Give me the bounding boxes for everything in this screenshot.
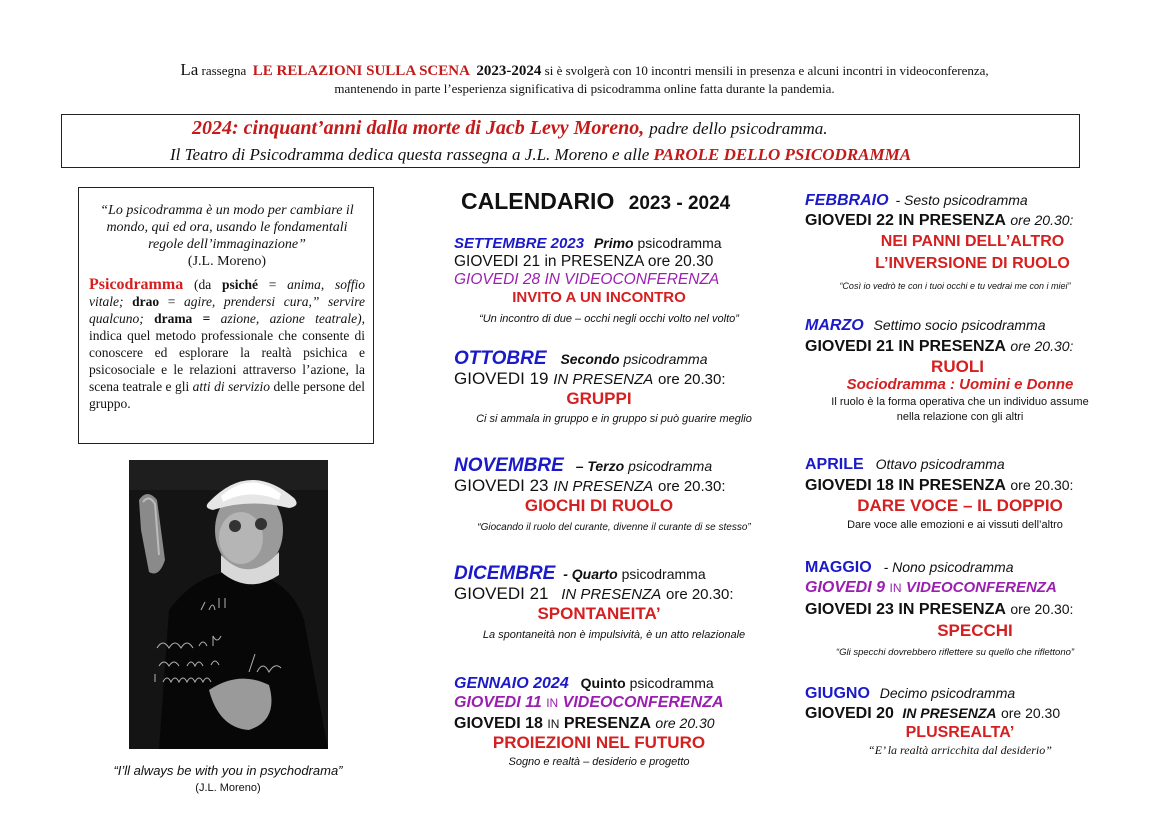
definition-drama: drama = — [154, 311, 211, 326]
date-presenza: IN PRESENZA — [561, 586, 662, 603]
moreno-quote-author: (J.L. Moreno) — [187, 254, 267, 269]
banner-line2-red: PAROLE DELLO PSICODRAMMA — [653, 145, 912, 164]
event-note: “Un incontro di due – occhi negli occhi volto nel volto” — [479, 313, 739, 325]
moreno-photo-image — [129, 460, 328, 749]
month-name: MAGGIO — [805, 559, 872, 576]
month-ordinal: Settimo socio psicodramma — [873, 317, 1046, 333]
photo-caption-author: (J.L. Moreno) — [195, 782, 261, 794]
banner-line2-rest: Il Teatro di Psicodramma dedica questa rassegna a J.L. Moreno e alle — [170, 145, 650, 164]
month-kind: psicodramma — [623, 351, 708, 367]
definition-part: indica quel metodo professionale che consente di conoscere ed esplorare la realtà psichica e psicosociale e le relazioni attraverso l’azione, la scena teatrale e gli — [89, 328, 365, 394]
event-title: INVITO A UN INCONTRO — [512, 289, 686, 306]
date-ore: ore 20.30: — [1010, 477, 1074, 493]
date-giovedi: GIOVEDI 18 — [454, 715, 543, 732]
date-giovedi: GIOVEDI 20 — [805, 705, 894, 722]
video-label: VIDEOCONFERENZA — [905, 579, 1057, 596]
date-ore: ore 20.30: — [1010, 338, 1074, 354]
psicodramma-definition — [89, 276, 365, 412]
event-note: Sogno e realtà – desiderio e progetto — [508, 756, 690, 768]
video-giovedi: GIOVEDI 11 — [454, 694, 542, 711]
month-ordinal: - Quarto — [563, 566, 618, 582]
date-giovedi: GIOVEDI 23 — [454, 476, 549, 495]
date-giovedi: GIOVEDI 18 IN PRESENZA — [805, 477, 1006, 494]
month-marzo — [805, 316, 1125, 425]
event-title: PLUSREALTA’ — [905, 724, 1015, 741]
month-ordinal: Primo — [593, 235, 634, 251]
month-name: FEBBRAIO — [805, 192, 889, 209]
event-subtitle: Sociodramma : Uomini e Donne — [846, 376, 1074, 393]
video-in: IN — [889, 581, 902, 595]
definition-part: = — [268, 277, 277, 292]
date-presenza: PRESENZA — [563, 715, 651, 732]
date-ore: ore 20.30 — [655, 715, 715, 731]
month-kind: psicodramma — [628, 458, 713, 474]
event-title: RUOLI — [931, 357, 984, 376]
event-note: “E’ la realtà arricchita dal desiderio” — [868, 743, 1052, 757]
definition-anima: anima, soffio vitale; — [89, 277, 366, 309]
month-ordinal: - Sesto psicodramma — [895, 192, 1028, 208]
month-ordinal: Secondo — [560, 351, 620, 367]
intro-years: 2023-2024 — [476, 63, 542, 79]
month-kind: psicodramma — [621, 566, 706, 582]
month-ottobre — [454, 350, 774, 428]
event-title: PROIEZIONI NEL FUTURO — [492, 733, 706, 752]
month-dicembre — [454, 565, 774, 644]
event-title: GRUPPI — [566, 389, 632, 408]
definition-part: delle persone del gruppo. — [89, 379, 366, 411]
month-name: MARZO — [805, 317, 864, 334]
event-note: Dare voce alle emozioni e ai vissuti dell’altro — [847, 519, 1063, 531]
month-name: SETTEMBRE 2023 — [454, 235, 585, 252]
video-giovedi: GIOVEDI 9 — [805, 579, 886, 596]
month-name: GIUGNO — [805, 685, 870, 702]
month-ordinal: – Terzo — [575, 458, 625, 474]
banner-line1-rest: padre dello psicodramma. — [649, 119, 828, 138]
definition-term: Psicodramma — [89, 276, 184, 293]
dedication-banner — [61, 114, 1080, 168]
moreno-photo — [129, 460, 328, 749]
intro-rassegna: rassegna — [201, 63, 247, 78]
definition-agire: agire, prendersi cura,” servire qualcuno; — [89, 294, 365, 326]
date-in: IN — [547, 717, 560, 731]
intro-rest1: si è svolgerà con 10 incontri mensili in presenza e alcuni incontri in videoconferenza, — [544, 63, 989, 78]
month-aprile — [805, 455, 1125, 534]
month-name: GENNAIO 2024 — [454, 675, 569, 692]
video-in: IN — [546, 696, 559, 710]
month-name: APRILE — [805, 456, 864, 473]
event-note: La spontaneità non è impulsività, è un atto relazionale — [482, 629, 746, 641]
date-ore: ore 20.30: — [1010, 601, 1074, 617]
definition-part: (da — [193, 277, 212, 292]
event-note-1: Il ruolo è la forma operativa che un individuo assume — [831, 396, 1089, 408]
calendar-heading — [461, 188, 730, 215]
photo-caption: “I’ll always be with you in psychodrama” — [113, 763, 343, 778]
video-label: VIDEOCONFERENZA — [562, 694, 724, 711]
month-kind: psicodramma — [637, 235, 722, 251]
date-presenza: IN PRESENZA — [553, 371, 654, 388]
month-maggio — [805, 558, 1135, 662]
event-title: SPECCHI — [937, 621, 1013, 640]
intro-text — [0, 61, 1169, 97]
date-line: GIOVEDI 21 in PRESENZA ore 20.30 — [454, 253, 714, 270]
date-giovedi: GIOVEDI 21 — [454, 584, 549, 603]
month-ordinal: Quinto — [580, 675, 626, 691]
calendar-title: CALENDARIO — [461, 188, 615, 214]
date-presenza: IN PRESENZA — [553, 478, 654, 495]
intro-highlight: LE RELAZIONI SULLA SCENA — [252, 63, 470, 79]
date-line-video: GIOVEDI 28 IN VIDEOCONFERENZA — [454, 271, 720, 288]
event-note: “Gli specchi dovrebbero riflettere su quello che riflettono” — [835, 647, 1075, 658]
month-name: OTTOBRE — [454, 348, 547, 369]
definition-psiche: psiché — [221, 277, 258, 292]
date-ore: ore 20.30: — [665, 586, 734, 603]
date-giovedi: GIOVEDI 21 IN PRESENZA — [805, 338, 1006, 355]
date-giovedi: GIOVEDI 23 IN PRESENZA — [805, 601, 1006, 618]
definition-drao: drao — [132, 294, 160, 309]
date-giovedi: GIOVEDI 22 IN PRESENZA — [805, 212, 1006, 229]
date-ore: ore 20.30: — [1010, 212, 1074, 228]
intro-rest2: mantenendo in parte l’esperienza significativa di psicodramma online fatta durante la pandemia. — [334, 81, 835, 96]
month-giugno — [805, 684, 1125, 759]
date-presenza: IN PRESENZA — [902, 705, 997, 721]
event-note: Ci si ammala in gruppo e in gruppo si può guarire meglio — [476, 413, 752, 425]
month-settembre — [454, 234, 774, 328]
event-note: “Così io vedrò te con i tuoi occhi e tu vedrai me con i miei” — [839, 281, 1071, 291]
banner-title: 2024: cinquant’anni dalla morte di Jacb Levy Moreno, — [192, 117, 645, 139]
event-note: “Giocando il ruolo del curante, divenne il curante di se stesso” — [477, 522, 751, 533]
month-ordinal: Decimo psicodramma — [879, 685, 1016, 701]
date-ore: ore 20.30: — [657, 371, 726, 388]
event-title-2: L’INVERSIONE DI RUOLO — [875, 255, 1070, 272]
month-gennaio — [454, 674, 774, 771]
month-novembre — [454, 457, 774, 537]
intro-la: La — [180, 60, 199, 79]
calendar-years: 2023 - 2024 — [628, 193, 731, 214]
month-febbraio — [805, 191, 1125, 295]
date-giovedi: GIOVEDI 19 — [454, 369, 549, 388]
month-name: DICEMBRE — [454, 563, 556, 584]
event-title-1: NEI PANNI DELL’ALTRO — [880, 233, 1065, 250]
definition-part: = — [167, 294, 176, 309]
event-note-2: nella relazione con gli altri — [896, 411, 1024, 423]
event-title: GIOCHI DI RUOLO — [524, 496, 674, 515]
moreno-quote: “Lo psicodramma è un modo per cambiare il mondo, qui ed ora, usando le fondamentali regole dell’immaginazione” — [100, 203, 354, 252]
month-ordinal: - Nono psicodramma — [883, 559, 1014, 575]
psicodramma-definition-box — [78, 187, 374, 444]
definition-azione: azione, azione teatrale), — [220, 311, 365, 326]
date-ore: ore 20.30: — [657, 478, 726, 495]
date-ore: ore 20.30 — [1000, 705, 1061, 721]
month-kind: psicodramma — [629, 675, 714, 691]
definition-atti: atti di servizio — [192, 379, 271, 394]
month-name: NOVEMBRE — [454, 455, 564, 476]
event-title: SPONTANEITA’ — [537, 604, 661, 623]
month-ordinal: Ottavo psicodramma — [875, 456, 1005, 472]
event-title: DARE VOCE – IL DOPPIO — [857, 496, 1063, 515]
